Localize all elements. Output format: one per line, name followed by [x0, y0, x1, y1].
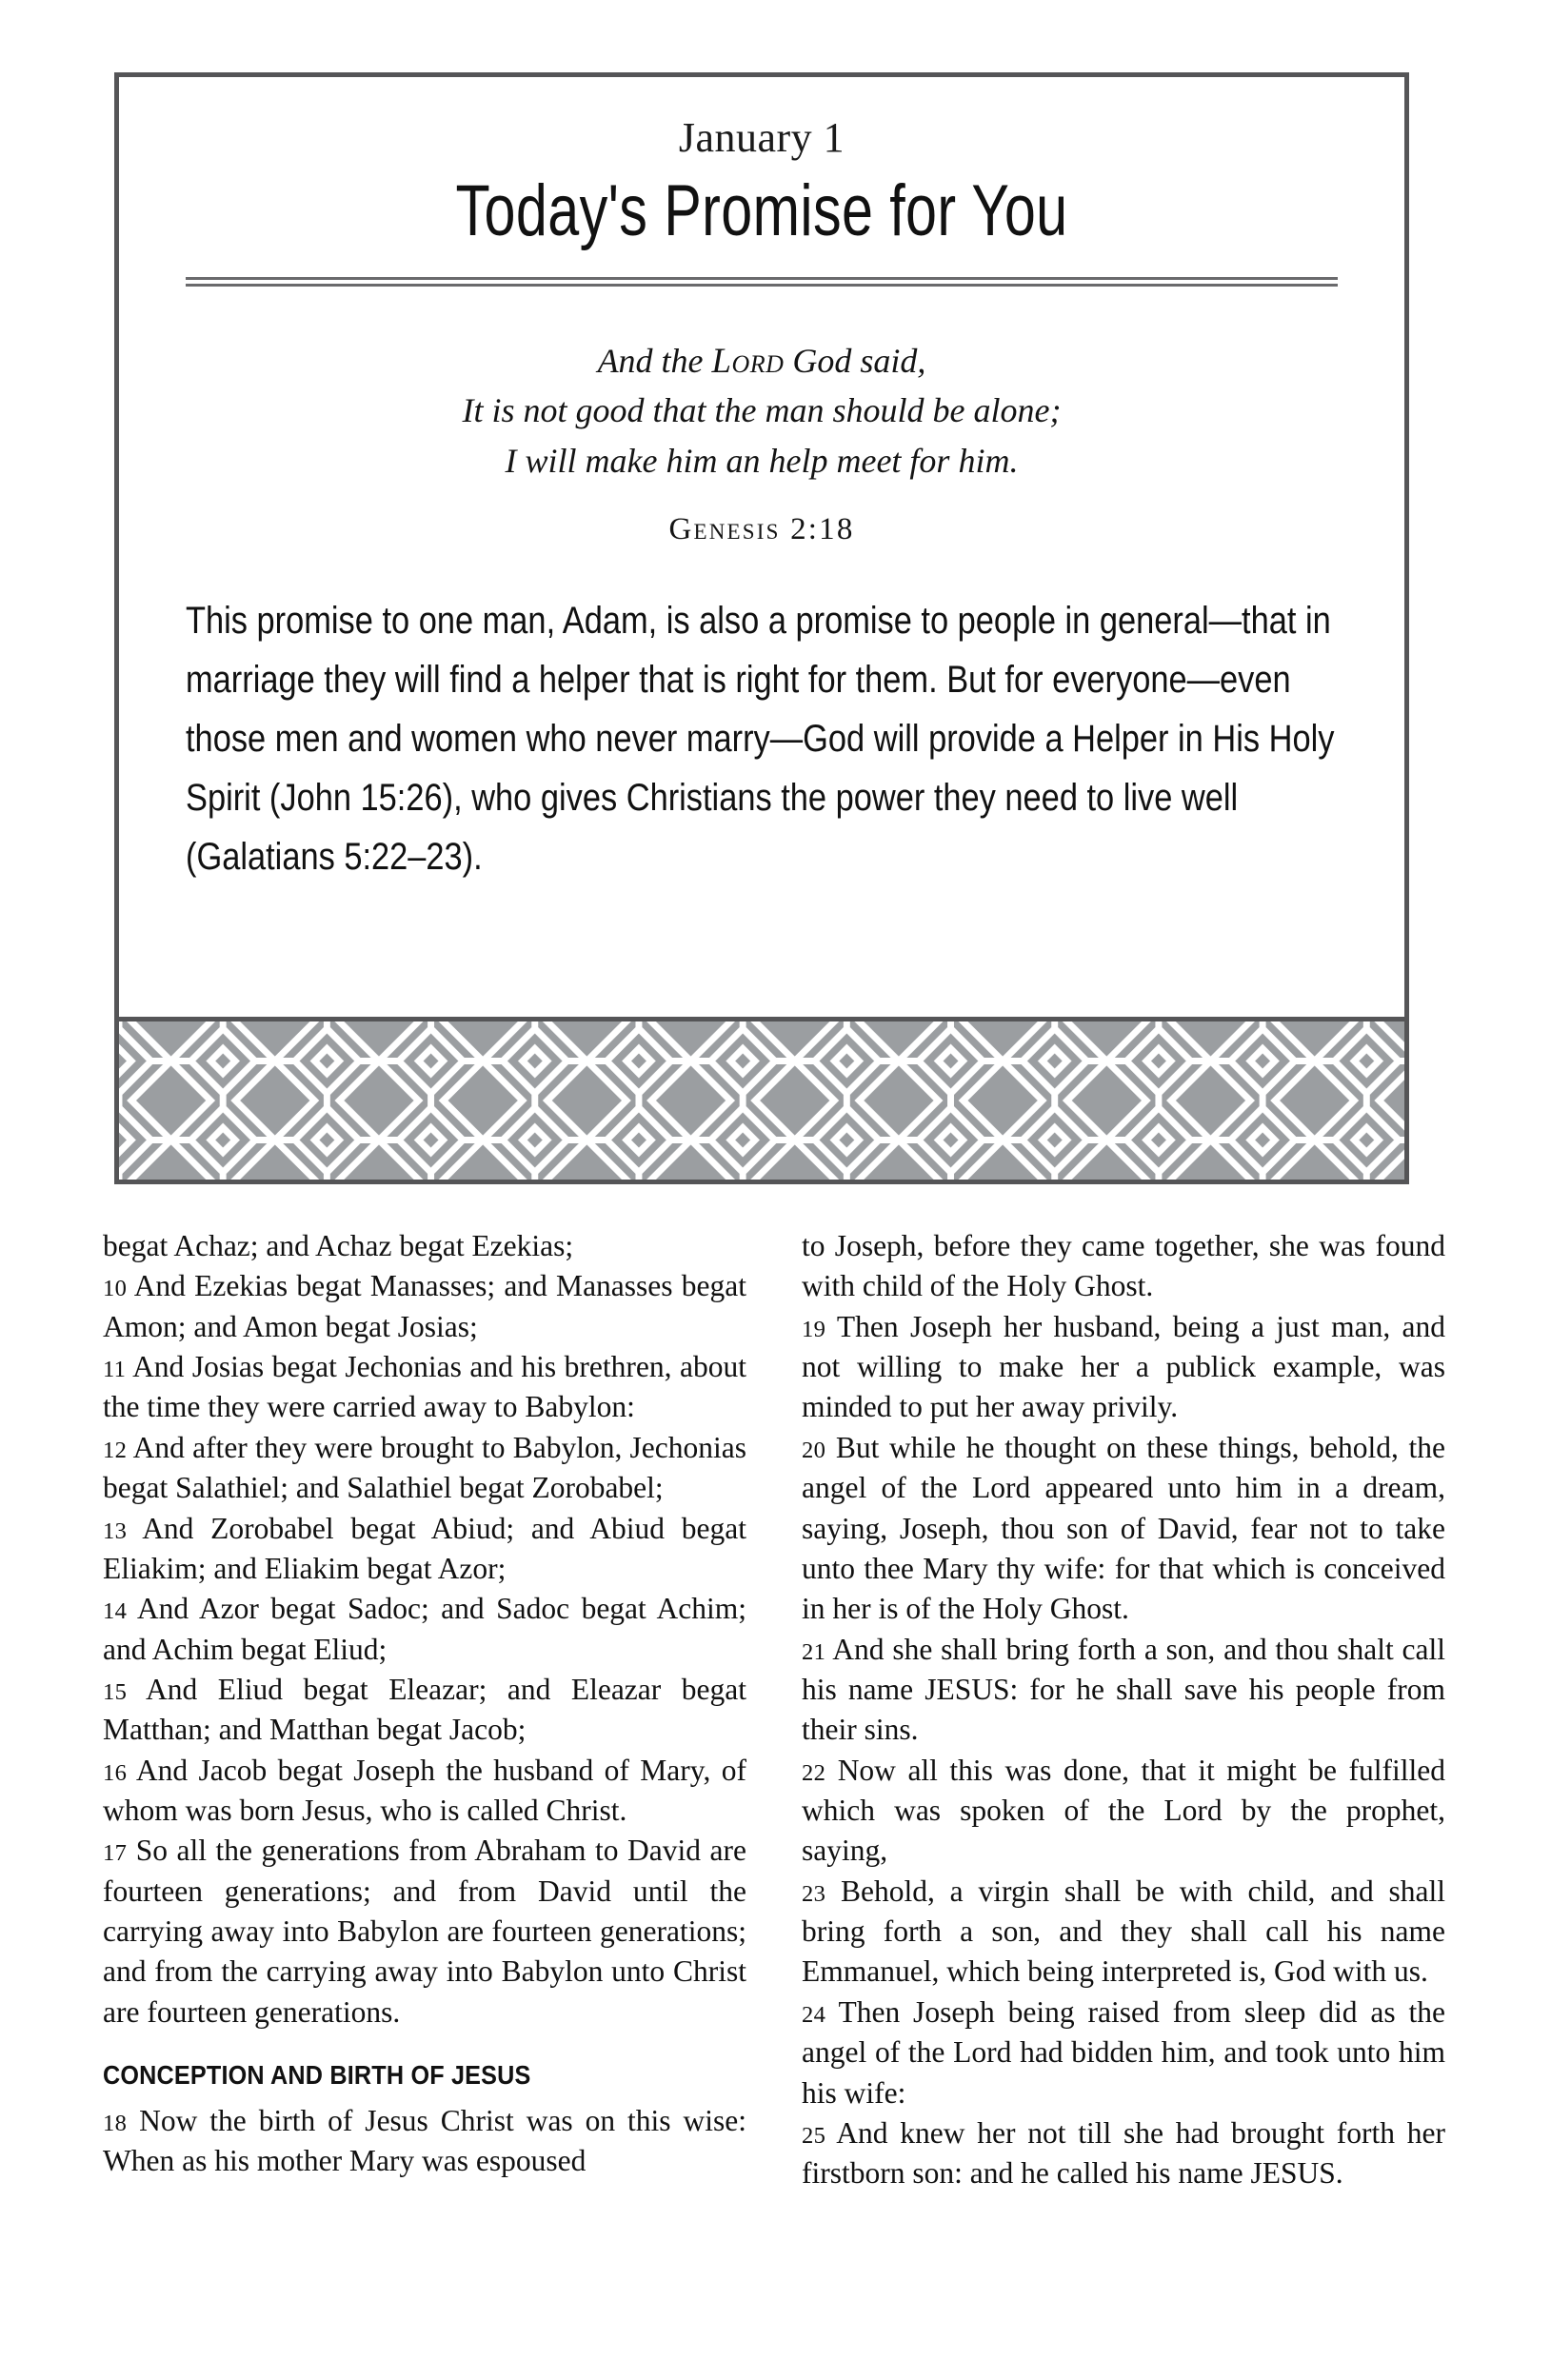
bible-verse	[802, 1993, 1445, 2113]
verse-number: 17	[103, 1840, 128, 1867]
bible-verse	[103, 1428, 746, 1509]
verse-text: Then Joseph being raised from sleep did as the angel of the Lord had bidden him, and took unto him his wife:	[802, 1994, 1445, 2110]
bible-verse	[103, 1751, 746, 1832]
verse-text: And knew her not till she had brought forth her firstborn son: and he called his name JESUS.	[802, 2115, 1445, 2191]
page-title: Today's Promise for You	[455, 169, 1068, 251]
verse-number: 22	[802, 1759, 826, 1786]
verse-number: 23	[802, 1880, 826, 1907]
verse-number: 20	[802, 1437, 826, 1463]
bible-verse	[103, 2101, 746, 2182]
devotional-content	[119, 77, 1404, 1017]
verse-number: 10	[103, 1276, 128, 1302]
divider-rule-top	[186, 277, 1338, 280]
scripture-quote	[178, 335, 1345, 486]
scripture-line-2: It is not good that the man should be alone;	[462, 391, 1062, 430]
bible-verse	[103, 1266, 746, 1347]
verse-number: 25	[802, 2122, 826, 2149]
verse-text: And Ezekias begat Manasses; and Manasses begat Amon; and Amon begat Josias;	[103, 1269, 746, 1343]
verse-text: Behold, a virgin shall be with child, and shall bring forth a son, and they shall call his name Emmanuel, which being interpreted is, God with us.	[802, 1874, 1445, 1989]
verse-text: And Josias begat Jechonias and his brethren, about the time they were carried away to Babylon:	[103, 1350, 746, 1424]
verse-continuation: begat Achaz; and Achaz begat Ezekias;	[103, 1229, 574, 1262]
scripture-line-1-pre: And the	[597, 342, 712, 381]
verse-text: And after they were brought to Babylon, Jechonias begat Salathiel; and Salathiel begat Zorobabel;	[103, 1430, 746, 1505]
scripture-line-3: I will make him an help meet for him.	[505, 441, 1019, 480]
bible-verse	[802, 1630, 1445, 1751]
verse-continuation: to Joseph, before they came together, she was found with child of the Holy Ghost.	[802, 1229, 1445, 1303]
verse-number: 21	[802, 1638, 826, 1665]
bible-column-right	[802, 1226, 1445, 2194]
verse-number: 16	[103, 1759, 128, 1786]
verse-number: 13	[103, 1517, 128, 1544]
scripture-line-1-post: God said,	[784, 342, 926, 381]
verse-text: So all the generations from Abraham to David are fourteen generations; and from David until the carrying away into Babylon are fourteen generations; and from the carrying away into Babylon unto Christ are fourteen generations.	[103, 1834, 747, 2029]
verse-text: And Jacob begat Joseph the husband of Mary, of whom was born Jesus, who is called Christ.	[103, 1753, 746, 1828]
bible-text-columns	[103, 1226, 1445, 2194]
bible-verse	[802, 1751, 1445, 1872]
devotional-box	[114, 72, 1409, 1184]
title-divider	[186, 277, 1338, 286]
devotional-body-text: This promise to one man, Adam, is also a promise to people in general—that in marriage they will find a helper that is right for them. But for everyone—even those men and women who never marry—God will provide a Helper in His Holy Spirit (John 15:26), who gives Christians the power they need to live well (Galatians 5:22–23).	[186, 599, 1335, 878]
bible-verse	[802, 1428, 1445, 1630]
verse-number: 12	[103, 1437, 128, 1463]
section-heading: CONCEPTION AND BIRTH OF JESUS	[103, 2060, 531, 2091]
divider-rule-bottom	[186, 284, 1338, 287]
scripture-line-1	[178, 335, 1345, 386]
verse-text: And Eliud begat Eleazar; and Eleazar begat Matthan; and Matthan begat Jacob;	[103, 1672, 746, 1747]
scripture-reference: Genesis 2:18	[668, 511, 855, 546]
verse-number: 14	[103, 1598, 128, 1625]
verse-number: 11	[103, 1357, 127, 1383]
bible-verse	[103, 1670, 746, 1751]
verse-number: 18	[103, 2110, 128, 2136]
bible-verse	[103, 1589, 746, 1670]
verse-text: Now all this was done, that it might be fulfilled which was spoken of the Lord by the prophet, saying,	[802, 1753, 1446, 1868]
verse-text: And Azor begat Sadoc; and Sadoc begat Achim; and Achim begat Eliud;	[103, 1592, 746, 1666]
bible-column-left	[103, 1226, 746, 2194]
verse-text: And she shall bring forth a son, and thou shalt call his name JESUS: for he shall save his people from their sins.	[802, 1632, 1446, 1747]
bible-verse	[802, 1872, 1445, 1993]
verse-number: 19	[802, 1316, 826, 1342]
verse-text: And Zorobabel begat Abiud; and Abiud begat Eliakim; and Eliakim begat Azor;	[103, 1511, 746, 1585]
bible-verse	[103, 1831, 746, 2033]
bible-verse	[103, 1509, 746, 1590]
scripture-lord-smallcaps: Lord	[711, 341, 785, 381]
greek-key-border-pattern	[119, 1017, 1404, 1180]
verse-text: Now the birth of Jesus Christ was on this wise: When as his mother Mary was espoused	[103, 2103, 746, 2178]
greek-key-icon	[119, 1021, 1404, 1180]
verse-text: Then Joseph her husband, being a just man, and not willing to make her a publick example, was minded to put her away privily.	[802, 1309, 1446, 1424]
verse-number: 24	[802, 2001, 826, 2028]
bible-verse	[103, 1347, 746, 1428]
verse-number: 15	[103, 1678, 128, 1705]
verse-text: But while he thought on these things, behold, the angel of the Lord appeared unto him in a dream, saying, Joseph, thou son of David, fear not to take unto thee Mary thy wife: for that which is conceived in her is of the Holy Ghost.	[802, 1430, 1445, 1626]
bible-verse	[802, 1307, 1445, 1428]
devotional-date: January 1	[678, 114, 845, 161]
bible-verse	[802, 2113, 1445, 2194]
